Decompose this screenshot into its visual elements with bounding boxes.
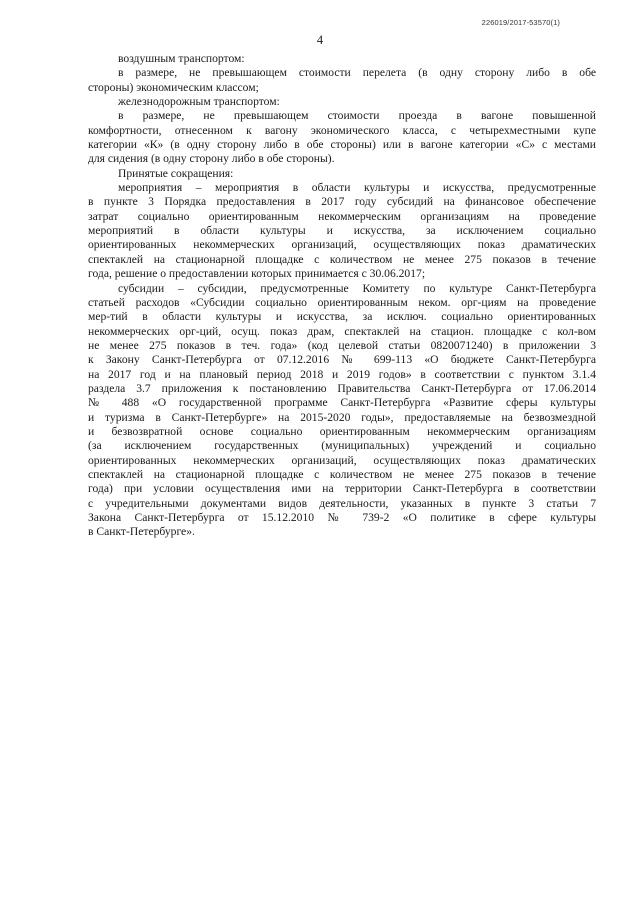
text-line: с учредительными документами видов деятельности, указанных в пункте 3 статьи 7 xyxy=(88,496,596,510)
text-line: комфортности, отнесенном к вагону экономического класса, с четырехместными купе xyxy=(88,123,596,137)
text-line: субсидии – субсидии, предусмотренные Комитету по культуре Санкт-Петербурга xyxy=(118,281,596,295)
text-line: некоммерческих орг-ций, осущ. показ драм, спектаклей на стацион. площадке с кол-вом xyxy=(88,324,596,338)
text-line: категории «К» (в одну сторону либо в обе стороны) или в вагоне категории «С» с местами xyxy=(88,138,596,152)
text-line: воздушным транспортом: xyxy=(118,52,245,65)
text-line: стороны) экономическим классом; xyxy=(88,80,259,94)
text-line: железнодорожным транспортом: xyxy=(118,95,280,109)
text-line: в Санкт-Петербурге». xyxy=(88,525,195,539)
document-body xyxy=(88,52,596,540)
text-line: на 2017 год и на плановый период 2018 и 2019 годов» в соответствии с пунктом 3.1.4 xyxy=(88,367,596,381)
text-line: статьей расходов «Субсидии социально ориентированным неком. орг-циям на проведение xyxy=(88,295,596,309)
text-line: мер-тий в области культуры и искусства, за исключ. социально ориентированных xyxy=(88,310,596,324)
text-line: мероприятий в области культуры и искусства, за исключением социально xyxy=(88,224,596,238)
text-line: Принятые сокращения: xyxy=(118,166,234,180)
text-line: и туризма в Санкт-Петербурге» на 2015-2020 годы», предоставляемые на безвозмездной xyxy=(88,410,596,424)
text-line: ориентированных некоммерческих организаций, осуществляющих показ драматических xyxy=(88,453,596,467)
text-line: спектаклей на стационарной площадке с количеством не менее 275 показов в течение xyxy=(88,252,596,266)
text-line: в размере, не превышающем стоимости перелета (в одну сторону либо в обе xyxy=(118,66,596,80)
text-line: в размере, не превышающем стоимости проезда в вагоне повышенной xyxy=(118,109,596,123)
page-number: 4 xyxy=(316,33,324,47)
text-line: № 488 «О государственной программе Санкт-Петербурга «Развитие сферы культуры xyxy=(88,396,596,410)
text-line: в пункте 3 Порядка предоставления в 2017 году субсидий на финансовое обеспечение xyxy=(88,195,596,209)
text-line: (за исключением государственных (муниципальных) учреждений и социально xyxy=(88,439,596,453)
text-line: ориентированных некоммерческих организаций, осуществляющих показ драматических xyxy=(88,238,596,252)
text-line: года, решение о предоставлении которых принимается с 30.06.2017; xyxy=(88,267,426,281)
text-line: не менее 275 показов в теч. года» (код целевой статьи 0820071240) в приложении 3 xyxy=(88,338,596,352)
text-line: мероприятия – мероприятия в области культуры и искусства, предусмотренные xyxy=(118,181,596,195)
text-line: для сидения (в одну сторону либо в обе стороны). xyxy=(88,152,335,166)
text-line: к Закону Санкт-Петербурга от 07.12.2016 № 699-113 «О бюджете Санкт-Петербурга xyxy=(88,353,596,367)
text-line: года) при условии осуществления ими на территории Санкт-Петербурга в соответствии xyxy=(88,482,596,496)
document-registration-number: 226019/2017-53570(1) xyxy=(481,18,560,27)
text-line: и безвозвратной основе социально ориентированным некоммерческим организациям xyxy=(88,424,596,438)
text-line: спектаклей на стационарной площадке с количеством не менее 275 показов в течение xyxy=(88,467,596,481)
text-line: Закона Санкт-Петербурга от 15.12.2010 № 739-2 «О политике в сфере культуры xyxy=(88,511,596,524)
text-line: раздела 3.7 приложения к постановлению Правительства Санкт-Петербурга от 17.06.2014 xyxy=(88,381,596,395)
text-line: затрат социально ориентированным некоммерческим организациям на проведение xyxy=(88,209,596,223)
